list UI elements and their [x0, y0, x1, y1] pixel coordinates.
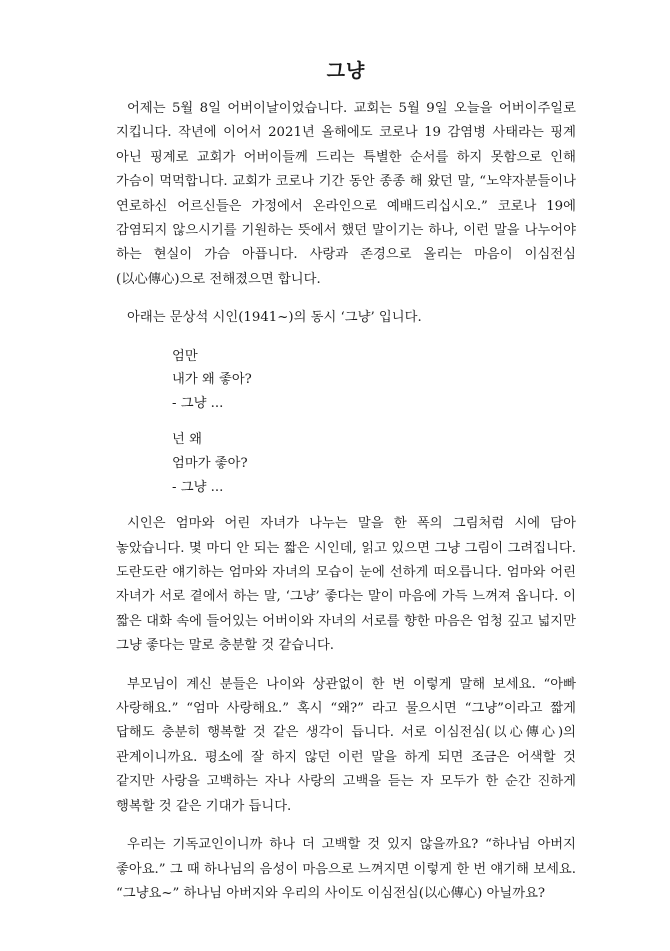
poem: [116, 345, 576, 500]
poem-stanza-2: [172, 428, 576, 499]
paragraph-poem-intro: 아래는 문상석 시인(1941~)의 동시 ‘그냥’ 입니다.: [127, 310, 422, 326]
poem-line: 넌 왜: [172, 432, 202, 448]
poem-stanza-1: [172, 345, 576, 416]
poem-line: 내가 왜 좋아?: [172, 372, 252, 388]
paragraph-parents: 부모님이 계신 분들은 나이와 상관없이 한 번 이렇게 말해 보세요. “아빠 사랑해요.” “엄마 사랑해요.” 혹시 “왜?” 라고 물으시면 “그냥”이라고 짧게 답해도 충분히 행복할 것 같은 생각이 듭니다. 서로 이심전심(以心傳心)의 관계이니까요. 평소에 잘 하지 않던 이런 말을 하게 되면 조금은 어색할 것 같지만 사랑을 고백하는 자나 사랑의 고백을 듣는 자 모두가 한 순간 진하게 행복할 것 같은 기대가 듭니다.: [116, 676, 576, 814]
poem-line: 엄마가 좋아?: [172, 456, 248, 472]
paragraph-poem-reflection: 시인은 엄마와 어린 자녀가 나누는 말을 한 폭의 그림처럼 시에 담아 놓았습니다. 몇 마디 안 되는 짧은 시인데, 읽고 있으면 그냥 그림이 그려집니다. 도란도란 얘기하는 엄마와 자녀의 모습이 눈에 선하게 떠오릅니다. 엄마와 어린 자녀가 서로 곁에서 하는 말, ‘그냥’ 좋다는 말이 마음에 가득 느껴져 옵니다. 이 짧은 대화 속에 들어있는 어버이와 자녀의 서로를 향한 마음은 엄청 깊고 넓지만 그냥 좋다는 말로 충분할 것 같습니다.: [116, 516, 576, 654]
poem-line: 엄만: [172, 348, 198, 364]
paragraph-faith: 우리는 기독교인이니까 하나 더 고백할 것 있지 않을까요? “하나님 아버지 좋아요.” 그 때 하나님의 음성이 마음으로 느껴지면 이렇게 한 번 얘기해 보세요. “그냥요~” 하나님 아버지와 우리의 사이도 이심전심(以心傳心) 아닐까요?: [116, 837, 576, 901]
poem-line: - 그냥 ...: [172, 479, 224, 495]
poem-line: - 그냥 ...: [172, 395, 224, 411]
page-title: 그냥: [326, 60, 366, 82]
paragraph-intro: 어제는 5월 8일 어버이날이었습니다. 교회는 5월 9일 오늘을 어버이주일로 지킵니다. 작년에 이어서 2021년 올해에도 코로나 19 감염병 사태라는 핑계 아닌 핑계로 교회가 어버이들께 드리는 특별한 순서를 하지 못함으로 인해 가슴이 먹먹합니다. 교회가 코로나 기간 동안 종종 해 왔던 말, “노약자분들이나 연로하신 어르신들은 가정에서 온라인으로 예배드리십시오.” 코로나 19에 감염되지 않으시기를 기원하는 뜻에서 했던 말이기는 하나, 이런 말을 나누어야 하는 현실이 가슴 아픕니다. 사랑과 존경으로 올리는 마음이 이심전심(以心傳心)으로 전해졌으면 합니다.: [116, 101, 576, 287]
